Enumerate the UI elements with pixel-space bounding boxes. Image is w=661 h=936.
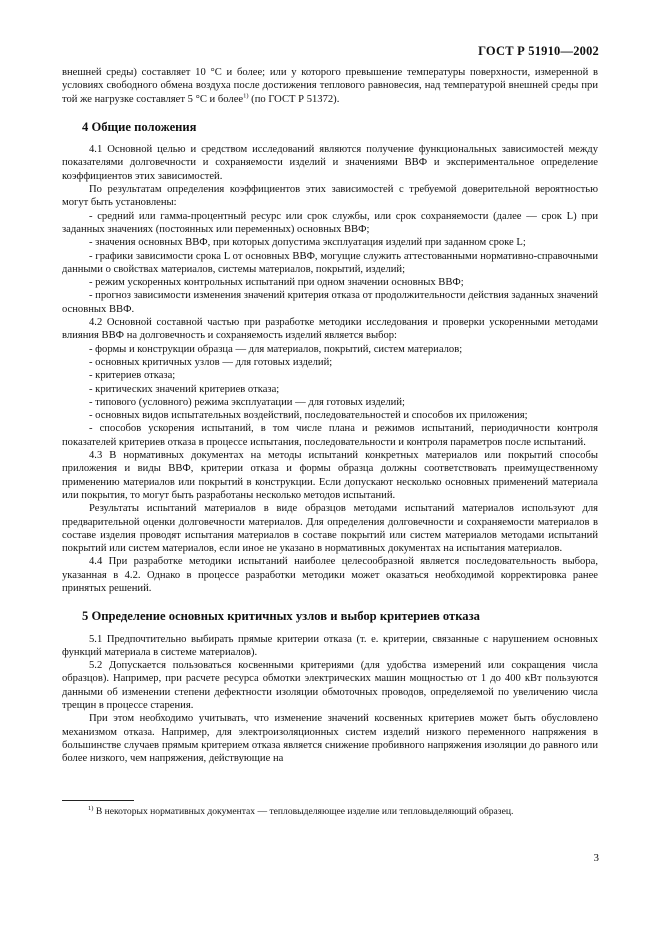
section-4-title: 4 Общие положения (82, 119, 197, 134)
list-item: - значения основных ВВФ, при которых допустима эксплуатация изделий при заданном сроке L; (89, 237, 526, 249)
clause-5-1: 5.1 Предпочтительно выбирать прямые критерии отказа (т. е. критерии, связанные с нарушением основных функций материала в системе материалов). (62, 633, 598, 658)
list-item: - графики зависимости срока L от основных ВВФ, могущие служить аттестованными нормативно-справочными данными о свойствах материалов, системы материалов, покрытий, изделий; (62, 250, 598, 275)
clause-4-4: 4.4 При разработке методики испытаний наиболее целесообразной является последовательность выбора, указанная в 4.2. Однако в процессе разработки методики может оказаться необходимой корректировка ранее принятых решений. (62, 556, 598, 594)
list-item: - средний или гамма-процентный ресурс или срок службы, или срок сохраняемости (далее — срок L) при заданных значениях (постоянных или переменных) основных ВВФ; (62, 210, 598, 235)
intro-text: внешней среды) составляет 10 °С и более; или у которого превышение температуры поверхности, измеренной в условиях свободного обмена воздуха после достижения теплового равновесия, над температурой внешней среды при той же нагрузке составляет 5 °С и более (62, 67, 598, 105)
intro-paragraph (62, 66, 598, 106)
clause-4-3: 4.3 В нормативных документах на методы испытаний конкретных материалов или покрытий способы приложения и виды ВВФ, критерии отказа и формы образца должны соответствовать преимущественному применению материалов или покрытий в конструкции. Если допускают несколько основных применений материала или покрытия, то могут быть разработаны несколько методов испытаний. (62, 450, 598, 501)
clause-4-1-results: По результатам определения коэффициентов этих зависимостей с требуемой доверительной вероятностью могут быть установлены: (62, 184, 598, 209)
page-number: 3 (593, 852, 599, 864)
section-5-title: 5 Определение основных критичных узлов и выбор критериев отказа (82, 609, 480, 624)
list-item: - критических значений критериев отказа; (89, 383, 280, 395)
list-item: - режим ускоренных контрольных испытаний при одном значении основных ВВФ; (89, 277, 464, 289)
standard-header: ГОСТ Р 51910—2002 (478, 44, 599, 58)
list-item: - критериев отказа; (89, 370, 176, 382)
clause-4-3-results: Результаты испытаний материалов в виде образцов методами испытаний материалов используют для предварительной оценки долговечности материалов. Для определения долговечности и сохраняемости материалов в составе изделия проводят испытания материалов в составе покрытий или систем материалов методами испытаний покрытий или систем материалов, если иное не указано в нормативных документах на испытания материалов. (62, 503, 598, 555)
list-item: - основных критичных узлов — для готовых изделий; (89, 356, 333, 368)
intro-text-end: (по ГОСТ Р 51372). (248, 93, 340, 105)
clause-5-2: 5.2 Допускается пользоваться косвенными критериями (для удобства измерений или сокращения числа образцов). Например, при расчете ресурса обмотки электрических машин мощностью от 1 до 400 кВт пользуются данными об изменении степени дефектности изоляции обмоточных проводов, определяемой по увеличению числа трещин в процессе старения. (62, 660, 598, 712)
document-body (62, 66, 598, 766)
footnote-mark: 1) (88, 804, 94, 812)
footnote (88, 806, 598, 818)
footnote-divider (62, 800, 134, 801)
list-item: - основных видов испытательных воздействий, последовательностей и способов их приложения; (89, 410, 528, 422)
list-item: - формы и конструкции образца — для материалов, покрытий, систем материалов; (89, 343, 463, 355)
clause-4-1: 4.1 Основной целью и средством исследований являются получение функциональных зависимостей между показателями долговечности и сохраняемости изделий и значениями ВВФ и экспериментальное определение коэффициентов этих зависимостей. (62, 144, 598, 182)
footnote-reference[interactable]: 1) (243, 92, 249, 100)
list-item: - типового (условного) режима эксплуатации — для готовых изделий; (89, 396, 405, 408)
list-item: - прогноз зависимости изменения значений критерия отказа от продолжительности действия заданных значений основных ВВФ. (62, 290, 598, 315)
clause-5-2-note: При этом необходимо учитывать, что изменение значений косвенных критериев может быть обусловлено механизмом отказа. Например, для электроизоляционных систем изделий низкого переменного напряжения в большинстве случаев прямым критерием отказа является снижение пробивного напряжения изоляции до равного или более низкого, чем напряжения, действующие на (62, 713, 598, 765)
footnote-text: В некоторых нормативных документах — тепловыделяющее изделие или тепловыделяющий образец. (93, 806, 514, 817)
clause-4-2: 4.2 Основной составной частью при разработке методики исследования и проверки ускоренными методами влияния ВВФ на долговечность и сохраняемость изделий является выбор: (62, 317, 598, 342)
list-item: - способов ускорения испытаний, в том числе плана и режимов испытаний, периодичности контроля показателей критериев отказа в процессе испытания, последовательности и контроля параметров после испытаний. (62, 423, 598, 448)
